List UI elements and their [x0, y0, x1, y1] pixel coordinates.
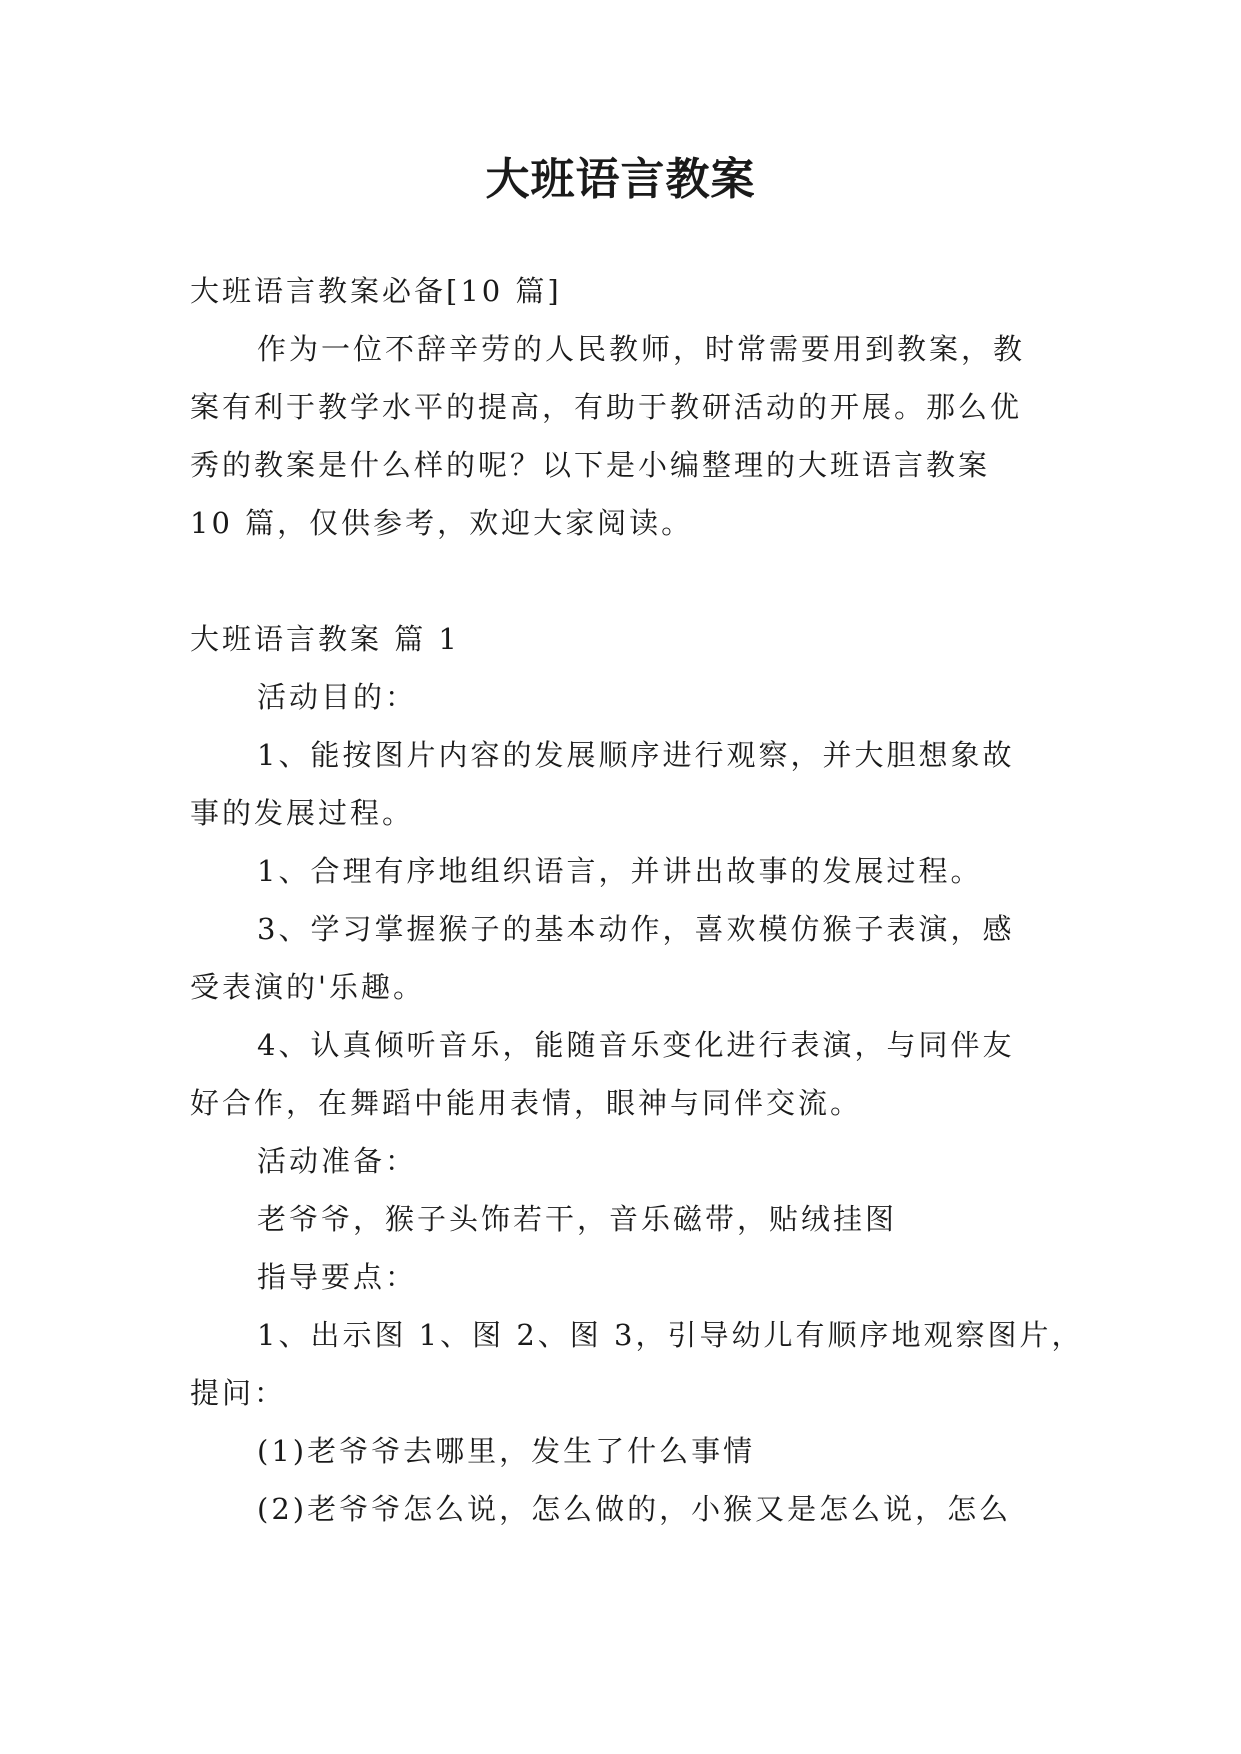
- body-line: 指导要点：: [257, 1260, 418, 1294]
- body-line: 3、学习掌握猴子的基本动作，喜欢模仿猴子表演，感: [257, 912, 1015, 946]
- body-line: (1)老爷爷去哪里，发生了什么事情: [257, 1434, 756, 1468]
- body-line: 活动目的：: [257, 680, 418, 714]
- body-line: 活动准备：: [257, 1144, 418, 1178]
- body-line: 受表演的'乐趣。: [190, 970, 425, 1004]
- body-line: (2)老爷爷怎么说，怎么做的，小猴又是怎么说，怎么: [257, 1492, 1012, 1526]
- body-line: 1、能按图片内容的发展顺序进行观察，并大胆想象故: [257, 738, 1015, 772]
- body-line: 提问：: [190, 1376, 287, 1410]
- body-line: 好合作，在舞蹈中能用表情，眼神与同伴交流。: [190, 1086, 863, 1120]
- intro-line: 作为一位不辞辛劳的人民教师，时常需要用到教案，教: [257, 332, 1026, 366]
- body-line: 4、认真倾听音乐，能随音乐变化进行表演，与同伴友: [257, 1028, 1015, 1062]
- page-title: 大班语言教案: [485, 154, 756, 205]
- paragraph-spacer: [190, 552, 1070, 610]
- body-line: 1、合理有序地组织语言，并讲出故事的发展过程。: [257, 854, 983, 888]
- intro-line: 案有利于教学水平的提高，有助于教研活动的开展。那么优: [190, 390, 1023, 424]
- body-line: 老爷爷，猴子头饰若干，音乐磁带，贴绒挂图: [257, 1202, 898, 1236]
- body-line: 1、出示图 1、图 2、图 3，引导幼儿有顺序地观察图片，: [257, 1318, 1084, 1352]
- intro-line: 10 篇，仅供参考，欢迎大家阅读。: [190, 506, 694, 540]
- document-subtitle: 大班语言教案必备[10 篇]: [190, 274, 562, 308]
- body-line: 事的发展过程。: [190, 796, 415, 830]
- intro-line: 秀的教案是什么样的呢？以下是小编整理的大班语言教案: [190, 448, 991, 482]
- section-heading: 大班语言教案 篇 1: [190, 622, 460, 656]
- document-body: [190, 262, 1084, 1538]
